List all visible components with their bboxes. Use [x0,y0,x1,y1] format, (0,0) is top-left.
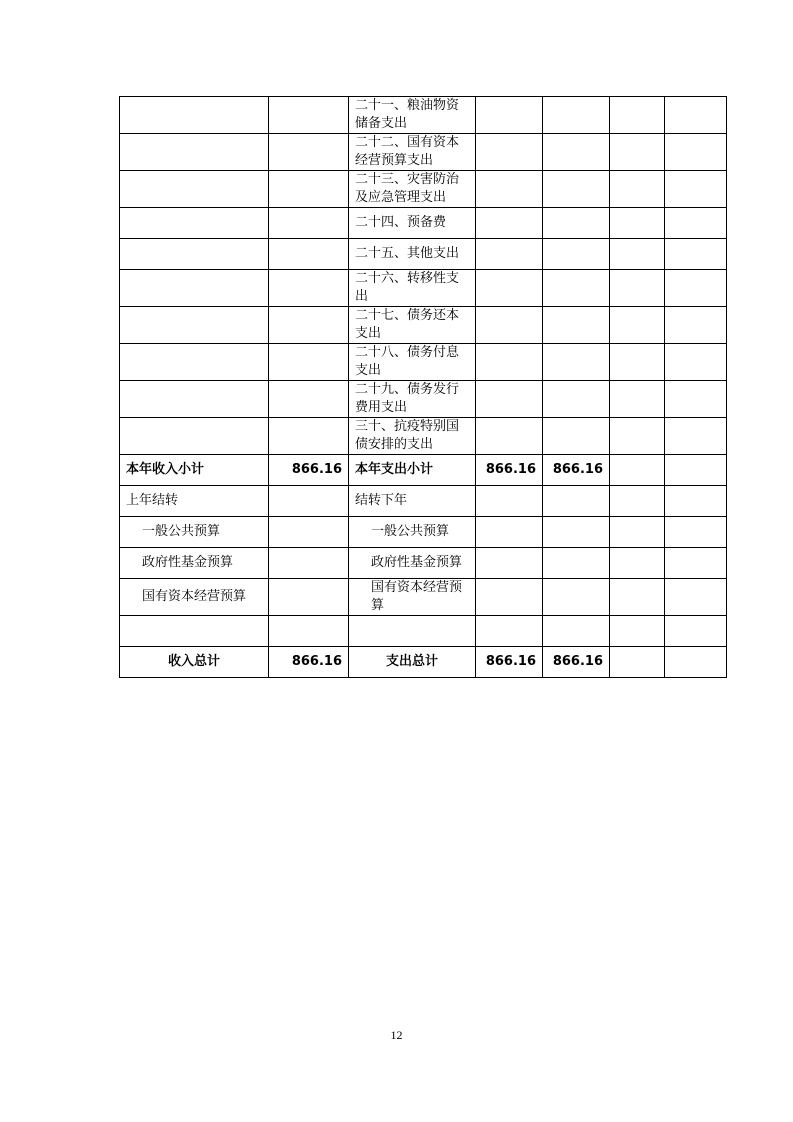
budget-table [119,96,727,678]
table-row [120,97,727,134]
carryover-income-item: 国有资本经营预算 [120,579,269,616]
table-row [120,270,727,307]
income-subtotal-value: 866.16 [269,455,349,486]
expense-item: 二十四、预备费 [349,208,476,239]
expense-subtotal-label: 本年支出小计 [349,455,476,486]
income-total-label: 收入总计 [120,647,269,678]
prior-year-carryover-label: 上年结转 [120,486,269,517]
carryover-expense-item: 政府性基金预算 [349,548,476,579]
expense-subtotal-value: 866.16 [476,455,543,486]
income-total-value: 866.16 [269,647,349,678]
expense-subtotal-value-2: 866.16 [543,455,610,486]
table-row [120,344,727,381]
expenditure-items-body [120,97,727,678]
expense-total-value-2: 866.16 [543,647,610,678]
carryover-expense-item: 国有资本经营预算 [349,579,476,616]
empty-row [120,616,727,647]
expense-total-label: 支出总计 [349,647,476,678]
expense-item: 二十五、其他支出 [349,239,476,270]
expense-item: 二十六、转移性支出 [349,270,476,307]
table-row [120,134,727,171]
carryover-expense-item: 一般公共预算 [349,517,476,548]
table-row [120,381,727,418]
expense-item: 二十二、国有资本经营预算支出 [349,134,476,171]
carryover-row [120,548,727,579]
subtotal-row [120,455,727,486]
carryover-income-item: 一般公共预算 [120,517,269,548]
expense-item: 二十九、债务发行费用支出 [349,381,476,418]
table-row [120,171,727,208]
expense-item: 二十一、粮油物资储备支出 [349,97,476,134]
table-row [120,418,727,455]
carryover-row [120,579,727,616]
carryover-header-row [120,486,727,517]
expense-item: 三十、抗疫特别国债安排的支出 [349,418,476,455]
table-row [120,208,727,239]
expense-item: 二十七、债务还本支出 [349,307,476,344]
carryover-income-item: 政府性基金预算 [120,548,269,579]
total-row [120,647,727,678]
carryover-row [120,517,727,548]
expense-item: 二十八、债务付息支出 [349,344,476,381]
carry-forward-label: 结转下年 [349,486,476,517]
table-row [120,239,727,270]
table-row [120,307,727,344]
income-subtotal-label: 本年收入小计 [120,455,269,486]
page-number: 12 [390,1028,403,1042]
expense-item: 二十三、灾害防治及应急管理支出 [349,171,476,208]
expense-total-value: 866.16 [476,647,543,678]
